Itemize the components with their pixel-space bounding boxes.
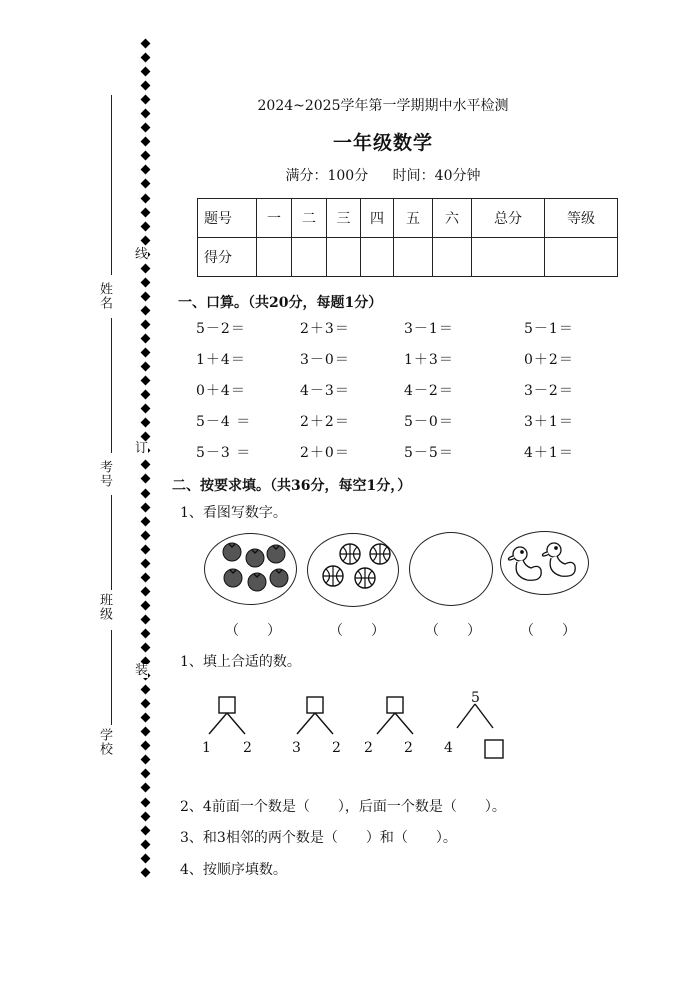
- q4-order: 4、按顺序填数。: [180, 862, 287, 878]
- binding-diamond: [140, 474, 150, 484]
- picture-ellipse-empty: [409, 532, 493, 606]
- binding-diamond: [140, 600, 150, 610]
- score-header-6: 六: [433, 199, 472, 238]
- binding-diamond: [140, 305, 150, 315]
- bond4-top: 5: [471, 690, 480, 706]
- bond-box-3[interactable]: [387, 697, 403, 713]
- bond2-left: 3: [292, 740, 301, 756]
- score-header-2: 二: [292, 199, 327, 238]
- binding-diamond: [140, 207, 150, 217]
- bind-mark-line: 线: [135, 247, 149, 262]
- binding-diamond: [140, 825, 150, 835]
- calc-r5-c2: 2＋0＝: [300, 445, 350, 461]
- margin-line-id: [111, 318, 112, 453]
- answer-blank-4[interactable]: （ ）: [520, 623, 576, 639]
- tomato-icon: [246, 549, 264, 567]
- calc-r1-c4: 5－1＝: [524, 321, 574, 337]
- binding-diamond: [140, 418, 150, 428]
- binding-diamond: [140, 741, 150, 751]
- q3-neighbors: 3、和3相邻的两个数是（ ）和（ ）。: [180, 830, 457, 846]
- margin-label-school: 学校: [97, 728, 112, 756]
- calc-r2-c2: 3－0＝: [300, 352, 350, 368]
- binding-diamond: [140, 530, 150, 540]
- score-table-score-row: [198, 238, 618, 277]
- q1-look-write: 1、看图写数字。: [180, 505, 287, 521]
- binding-diamond: [140, 586, 150, 596]
- margin-line-name: [111, 95, 112, 275]
- score-header-5: 五: [394, 199, 433, 238]
- bond1-left: 1: [202, 740, 211, 756]
- duck-icon-group: [501, 532, 588, 594]
- binding-diamond: [140, 727, 150, 737]
- bond2-right: 2: [332, 740, 341, 756]
- binding-diamond: [140, 362, 150, 372]
- binding-diamond: [140, 376, 150, 386]
- score-cell-1[interactable]: [257, 238, 292, 277]
- bond4-left: 4: [444, 740, 453, 756]
- tomato-icon-group: [205, 534, 296, 604]
- margin-line-school: [111, 630, 112, 725]
- binding-diamond: [140, 797, 150, 807]
- binding-diamond: [140, 839, 150, 849]
- bond-box-4[interactable]: [485, 740, 503, 758]
- calc-r4-c1: 5－4 ＝: [196, 414, 252, 430]
- score-header-label: 题号: [198, 199, 257, 238]
- score-row-label: 得分: [198, 238, 257, 277]
- exam-time: 时间：40分钟: [392, 168, 481, 184]
- calc-r1-c3: 3－1＝: [404, 321, 454, 337]
- calc-r5-c3: 5－5＝: [404, 445, 454, 461]
- calc-r2-c4: 0＋2＝: [524, 352, 574, 368]
- binding-diamond: [140, 614, 150, 624]
- calc-r3-c4: 3－2＝: [524, 383, 574, 399]
- binding-diamond: [140, 713, 150, 723]
- bond3-left: 2: [364, 740, 373, 756]
- calc-r1-c2: 2＋3＝: [300, 321, 350, 337]
- subject-title: 一年级数学: [332, 132, 433, 154]
- binding-diamond: [140, 334, 150, 344]
- score-header-grade: 等级: [545, 199, 618, 238]
- score-table: [197, 198, 618, 277]
- binding-diamond: [140, 263, 150, 273]
- q2-before-after: 2、4前面一个数是（ ），后面一个数是（ ）。: [180, 799, 506, 815]
- binding-diamond: [140, 685, 150, 695]
- margin-label-class: 班级: [97, 593, 112, 621]
- bond-box-2[interactable]: [307, 697, 323, 713]
- score-cell-3[interactable]: [327, 238, 361, 277]
- calc-r1-c1: 5－2＝: [196, 321, 246, 337]
- picture-ellipse-ducks: [500, 531, 589, 595]
- binding-diamond: [140, 811, 150, 821]
- binding-diamond: [140, 235, 150, 245]
- binding-diamond: [140, 629, 150, 639]
- tomato-icon: [248, 573, 266, 591]
- calc-r3-c1: 0＋4＝: [196, 383, 246, 399]
- binding-diamond: [140, 755, 150, 765]
- binding-diamond: [140, 572, 150, 582]
- calc-r3-c3: 4－2＝: [404, 383, 454, 399]
- binding-diamond: [140, 348, 150, 358]
- binding-diamond: [140, 39, 150, 49]
- binding-diamond: [140, 319, 150, 329]
- calc-r2-c1: 1＋4＝: [196, 352, 246, 368]
- score-cell-grade[interactable]: [545, 238, 618, 277]
- score-header-1: 一: [257, 199, 292, 238]
- basketball-icon-group: [308, 534, 398, 606]
- binding-diamond: [140, 699, 150, 709]
- binding-diamond: [140, 502, 150, 512]
- binding-diamond: [140, 867, 150, 877]
- binding-diamond: [140, 853, 150, 863]
- binding-diamond: [140, 460, 150, 470]
- binding-diamond: [140, 291, 150, 301]
- exam-meta: [0, 165, 696, 185]
- binding-diamond: [140, 783, 150, 793]
- bind-mark-install: 装: [135, 663, 149, 678]
- picture-ellipse-basketballs: [307, 533, 399, 607]
- calc-r2-c3: 1＋3＝: [404, 352, 454, 368]
- score-cell-total[interactable]: [472, 238, 545, 277]
- margin-label-id: 考号: [97, 460, 112, 488]
- q-fill-numbers: 1、填上合适的数。: [180, 654, 301, 670]
- duck-icon: [509, 547, 542, 580]
- tomato-icon: [224, 569, 242, 587]
- binding-diamond: [140, 53, 150, 63]
- score-cell-4[interactable]: [361, 238, 394, 277]
- binding-diamond: [140, 404, 150, 414]
- exam-title: 2024~2025学年第一学期期中水平检测: [257, 98, 509, 114]
- score-header-3: 三: [327, 199, 361, 238]
- binding-diamond: [140, 81, 150, 91]
- tomato-icon: [267, 545, 285, 563]
- calc-r5-c4: 4＋1＝: [524, 445, 574, 461]
- full-score: 满分：100分: [285, 168, 369, 184]
- binding-diamond: [140, 544, 150, 554]
- bind-mark-order: 订: [135, 441, 149, 456]
- score-cell-5[interactable]: [394, 238, 433, 277]
- binding-diamond: [140, 390, 150, 400]
- binding-diamond: [140, 516, 150, 526]
- binding-diamond: [140, 193, 150, 203]
- score-cell-2[interactable]: [292, 238, 327, 277]
- margin-label-name: 姓名: [97, 282, 112, 310]
- calc-r4-c3: 5－0＝: [404, 414, 454, 430]
- binding-diamond: [140, 769, 150, 779]
- number-bond-lines: [195, 688, 515, 768]
- bond3-right: 2: [404, 740, 413, 756]
- binding-diamond: [140, 558, 150, 568]
- section2-title: 二、按要求填。（共36分，每空1分，）: [172, 478, 412, 494]
- tomato-icon: [270, 569, 288, 587]
- picture-ellipse-tomatoes: [204, 533, 297, 605]
- calc-r5-c1: 5－3 ＝: [196, 445, 252, 461]
- calc-r4-c2: 2＋2＝: [300, 414, 350, 430]
- calc-r4-c4: 3＋1＝: [524, 414, 574, 430]
- binding-diamond: [140, 643, 150, 653]
- margin-line-class: [111, 495, 112, 590]
- binding-diamond: [140, 221, 150, 231]
- score-header-4: 四: [361, 199, 394, 238]
- section1-title: 一、口算。（共20分，每题1分）: [178, 295, 383, 311]
- answer-blank-3[interactable]: （ ）: [425, 623, 481, 639]
- calc-r3-c2: 4－3＝: [300, 383, 350, 399]
- bond1-right: 2: [243, 740, 252, 756]
- binding-diamond: [140, 67, 150, 77]
- tomato-icon: [223, 543, 241, 561]
- answer-blank-1[interactable]: （ ）: [225, 623, 281, 639]
- answer-blank-2[interactable]: （ ）: [329, 623, 385, 639]
- binding-diamond: [140, 488, 150, 498]
- binding-diamond: [140, 277, 150, 287]
- bond-box-1[interactable]: [219, 697, 235, 713]
- duck-icon: [543, 543, 576, 576]
- score-header-total: 总分: [472, 199, 545, 238]
- score-cell-6[interactable]: [433, 238, 472, 277]
- score-table-header-row: [198, 199, 618, 238]
